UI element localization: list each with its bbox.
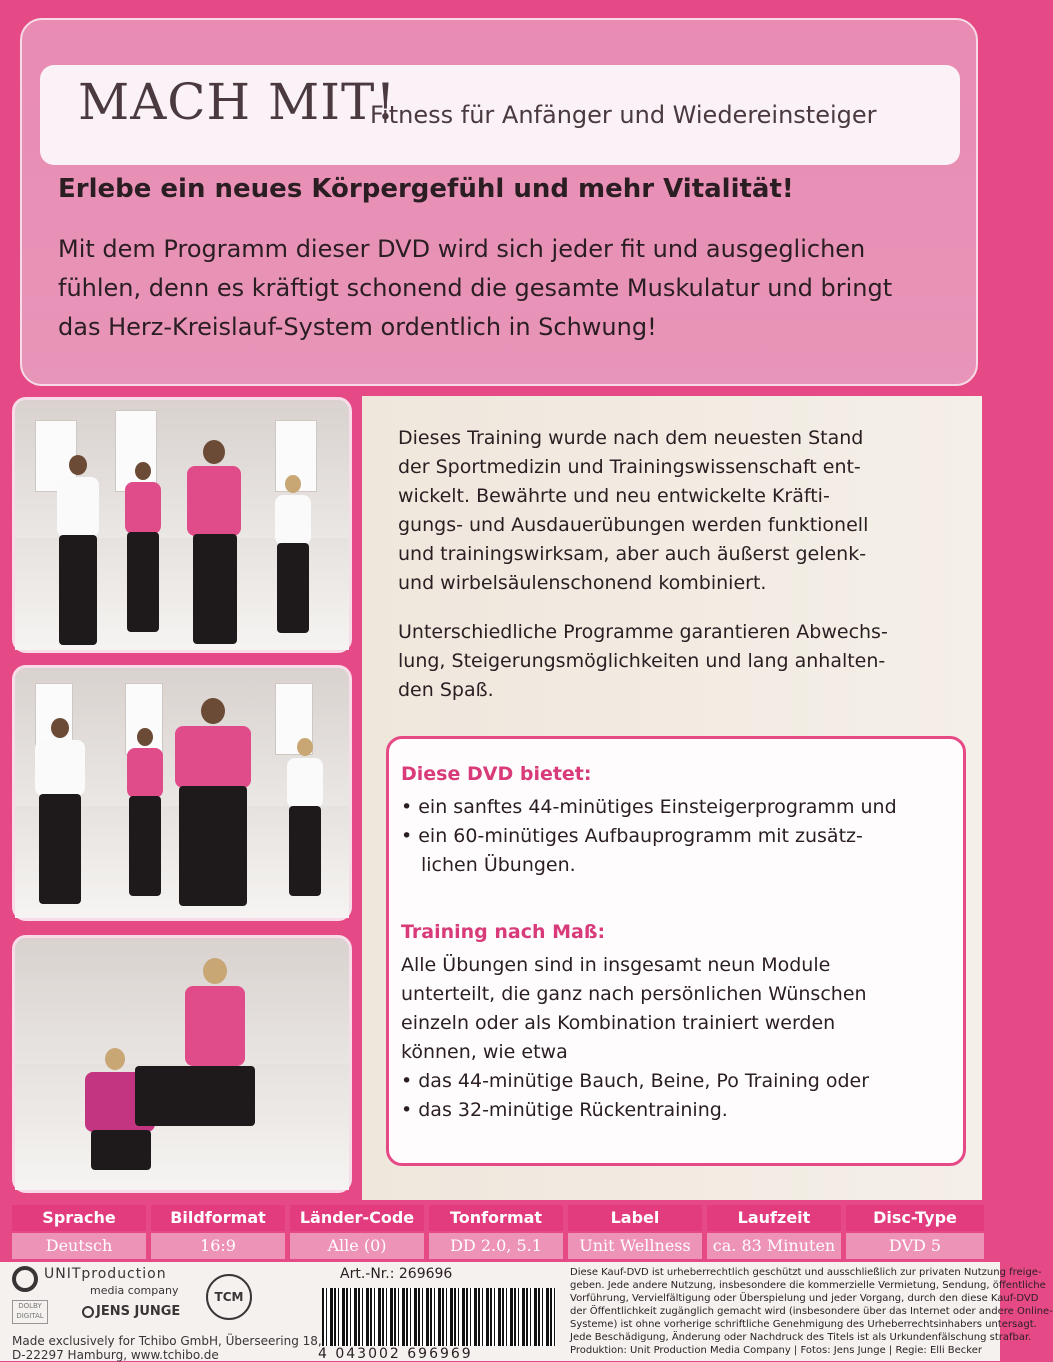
- spec-column: [707, 1205, 841, 1260]
- headline: Erlebe ein neues Körpergefühl und mehr Vitalität!: [58, 174, 794, 204]
- spec-column: [151, 1205, 285, 1260]
- text-line: einzeln oder als Kombination trainiert werden: [401, 1012, 836, 1034]
- unitproduction-logo-subtext: media company: [90, 1284, 179, 1297]
- jens-junge-logo-icon: [82, 1306, 94, 1318]
- text-line: der Sportmedizin und Trainingswissenschaft ent-: [398, 456, 861, 478]
- text-line: geben. Jede andere Nutzung, insbesondere die kommerzielle Vermietung, Sendung, öffentliche: [570, 1280, 1046, 1291]
- intro-line: fühlen, denn es kräftigt schonend die gesamte Muskulatur und bringt: [58, 274, 893, 302]
- spec-value: Alle (0): [290, 1233, 424, 1259]
- text-line: und trainingswirksam, aber auch äußerst gelenk-: [398, 543, 867, 565]
- spec-column: [846, 1205, 984, 1260]
- workout-photo-3: [12, 935, 352, 1193]
- workout-photo-2: [12, 665, 352, 921]
- spec-value: Deutsch: [12, 1233, 146, 1259]
- list-item: • das 32-minütige Rückentraining.: [401, 1099, 728, 1121]
- text-line: wickelt. Bewährte und neu entwickelte Kräfti-: [398, 485, 830, 507]
- spec-value: Unit Wellness: [568, 1233, 702, 1259]
- text-line: den Spaß.: [398, 679, 494, 701]
- spec-label: Laufzeit: [707, 1205, 841, 1231]
- text-line: unterteilt, die ganz nach persönlichen Wünschen: [401, 983, 867, 1005]
- text-line: D-22297 Hamburg, www.tchibo.de: [12, 1348, 219, 1362]
- spec-label: Label: [568, 1205, 702, 1231]
- footer: [0, 1262, 1053, 1362]
- article-number: Art.-Nr.: 269696: [340, 1266, 453, 1282]
- text-line: gungs- und Ausdauerübungen werden funktionell: [398, 514, 869, 536]
- description-paragraph-1: [398, 424, 958, 598]
- spec-column: [429, 1205, 563, 1260]
- made-for-notice: [12, 1334, 322, 1362]
- text-line: können, wie etwa: [401, 1041, 568, 1063]
- text-line: Diese Kauf-DVD ist urheberrechtlich geschützt und ausschließlich zur privaten Nutzung freige-: [570, 1267, 1042, 1278]
- list-item: • ein 60-minütiges Aufbauprogramm mit zusätz-: [401, 825, 863, 847]
- training-heading: Training nach Maß:: [401, 921, 606, 943]
- header-panel: [20, 18, 978, 386]
- specs-table: [12, 1205, 984, 1260]
- text-line: Unterschiedliche Programme garantieren Abwechs-: [398, 621, 888, 643]
- dvd-features-box: [386, 736, 966, 1166]
- spec-label: Disc-Type: [846, 1205, 984, 1231]
- text-line: der Öffentlichkeit zugänglich gemacht wird (insbesondere über das Internet oder andere Online-: [570, 1306, 1053, 1317]
- training-text: [401, 951, 956, 1125]
- spec-column: [568, 1205, 702, 1260]
- text-line: Alle Übungen sind in insgesamt neun Module: [401, 954, 831, 976]
- text-line: Produktion: Unit Production Media Company | Fotos: Jens Junge | Regie: Elli Becker: [570, 1345, 982, 1356]
- unitproduction-logo-icon: [12, 1266, 38, 1292]
- list-item: • ein sanftes 44-minütiges Einsteigerprogramm und: [401, 796, 897, 818]
- spec-value: 16:9: [151, 1233, 285, 1259]
- spec-value: ca. 83 Minuten: [707, 1233, 841, 1259]
- text-line: Jede Beschädigung, Änderung oder Nachdruck des Titels ist als Urkundenfälschung strafbar.: [570, 1332, 1032, 1343]
- product-title: MACH MIT!: [78, 73, 397, 131]
- spec-column: [12, 1205, 146, 1260]
- intro-line: das Herz-Kreislauf-System ordentlich in Schwung!: [58, 313, 657, 341]
- list-item: • das 44-minütige Bauch, Beine, Po Training oder: [401, 1070, 870, 1092]
- barcode-number: 4 043002 696969: [318, 1346, 473, 1362]
- jens-junge-logo-text: JENS JUNGE: [96, 1304, 181, 1319]
- spec-label: Länder-Code: [290, 1205, 424, 1231]
- description-panel: [362, 396, 982, 1200]
- spec-label: Sprache: [12, 1205, 146, 1231]
- product-subtitle: Fitness für Anfänger und Wiedereinsteiger: [370, 101, 877, 129]
- text-line: Vorführung, Vervielfältigung oder Überspielung und jeder Vorgang, durch den diese Kauf-DVD: [570, 1293, 1039, 1304]
- spec-label: Tonformat: [429, 1205, 563, 1231]
- spec-value: DD 2.0, 5.1: [429, 1233, 563, 1259]
- text-line: und wirbelsäulenschonend kombiniert.: [398, 572, 767, 594]
- tcm-certified-seal: TCM: [206, 1274, 252, 1320]
- spec-column: [290, 1205, 424, 1260]
- features-heading: Diese DVD bietet:: [401, 763, 592, 785]
- spec-label: Bildformat: [151, 1205, 285, 1231]
- features-list: [401, 793, 956, 880]
- text-line: Systeme) ist ohne vorherige schriftliche Genehmigung des Urheberrechtsinhabers untersagt.: [570, 1319, 1037, 1330]
- text-line: Dieses Training wurde nach dem neuesten Stand: [398, 427, 864, 449]
- list-item: lichen Übungen.: [421, 854, 576, 876]
- legal-notice: [570, 1266, 1053, 1357]
- text-line: lung, Steigerungsmöglichkeiten und lang anhalten-: [398, 650, 886, 672]
- barcode: [322, 1288, 556, 1346]
- intro-text: [58, 230, 958, 347]
- dolby-digital-logo: DOLBY DIGITAL: [12, 1300, 48, 1324]
- text-line: Made exclusively for Tchibo GmbH, Überseering 18,: [12, 1334, 322, 1348]
- workout-photo-1: [12, 397, 352, 653]
- unitproduction-logo-text: UNITproduction: [44, 1266, 167, 1282]
- intro-line: Mit dem Programm dieser DVD wird sich jeder fit und ausgeglichen: [58, 235, 866, 263]
- spec-value: DVD 5: [846, 1233, 984, 1259]
- title-box: [40, 65, 960, 165]
- description-paragraph-2: [398, 618, 958, 705]
